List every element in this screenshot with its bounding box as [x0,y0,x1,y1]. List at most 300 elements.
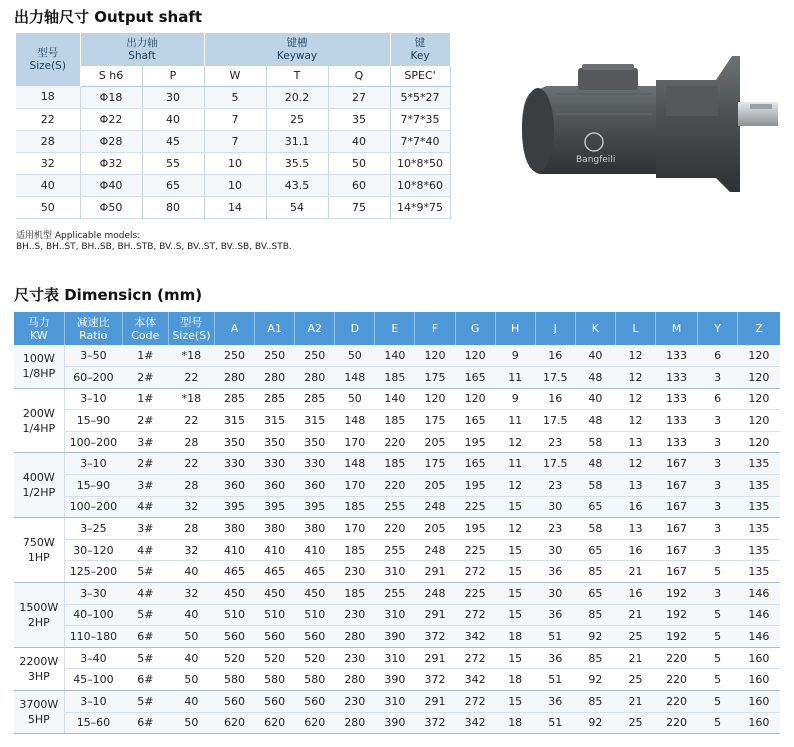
shaft-table-cell: 54 [266,196,328,218]
shaft-table-cell: 7 [204,108,266,130]
dimension-table-cell: 15 [495,691,535,713]
dimension-table-cell: 160 [738,647,780,669]
dimension-table-row [14,539,780,561]
dimension-table-cell: 40 [575,388,615,410]
power-rating-line: 1/4HP [22,421,56,435]
shaft-table-cell: 50 [16,196,80,218]
dimension-table-cell: 110–180 [64,626,122,648]
motor-brand-label: Bangfeili [576,155,616,165]
dimension-table-cell: 580 [255,669,295,691]
shaft-table-cell: 5 [204,86,266,108]
dimension-table-cell: 160 [738,691,780,713]
dimension-table-cell: 36 [535,561,575,583]
dimension-table-cell: 18 [495,669,535,691]
dimension-table-cell: 3 [698,496,738,518]
dimension-table-cell: 3# [122,475,168,497]
dimension-header-line: A [230,322,239,335]
dimension-table-cell: 40 [168,691,214,713]
dimension-table-cell: 11 [495,410,535,432]
dimension-table-cell: 133 [656,367,698,389]
dimension-header-cell [455,312,495,345]
dimension-table-cell: 16 [535,345,575,367]
applicable-models-list: BH..S, BH..ST, BH..SB, BH..STB, BV..S, BV..ST, BV..SB, BV..STB. [16,242,292,252]
dimension-table-cell: 40 [168,604,214,626]
dimension-table-cell: 510 [295,604,335,626]
dimension-table-cell: 12 [615,410,655,432]
dimension-table-cell: 230 [335,647,375,669]
shaft-table-cell: Φ50 [80,196,142,218]
dimension-table-cell: 13 [615,431,655,453]
dimension-header-line: A2 [307,322,322,335]
dimension-table-cell: 58 [575,518,615,540]
dimension-header-line: J [553,322,557,335]
dimension-table-cell: 18 [495,626,535,648]
dimension-table-cell: 140 [375,345,415,367]
dimension-table-cell: 520 [214,647,254,669]
dimension-table-cell: 5 [698,561,738,583]
dimension-table-cell: 185 [335,583,375,605]
dimension-table-cell: 3–10 [64,388,122,410]
dimension-table-cell: 5 [698,626,738,648]
dimension-table-cell: 330 [255,453,295,475]
dimension-table-cell: 15 [495,496,535,518]
shaft-table-row [16,108,450,130]
shaft-header-key-line: Key [410,49,430,62]
shaft-subheader-cell: W [204,66,266,86]
dimension-table-cell: 133 [656,410,698,432]
dimension-table-cell: 560 [295,691,335,713]
dimension-header-cell [214,312,254,345]
power-rating-line: 1/2HP [22,486,56,500]
dimension-table-cell: 12 [615,345,655,367]
dimension-table-cell: 175 [415,367,455,389]
dimension-table-cell: 100–200 [64,496,122,518]
dimension-table-cell: 148 [335,367,375,389]
dimension-table-cell: 165 [455,410,495,432]
dimension-table-row [14,691,780,713]
dimension-table-cell: 12 [615,453,655,475]
dimension-table-cell: 23 [535,475,575,497]
dimension-table-cell: 48 [575,367,615,389]
dimension-table-cell: 195 [455,518,495,540]
dimension-header-cell [335,312,375,345]
power-rating-line: 3HP [27,669,50,683]
dimension-table-cell: 16 [535,388,575,410]
dimension-table-cell: 3 [698,367,738,389]
dimension-header-cell [615,312,655,345]
dimension-header-cell [656,312,698,345]
dimension-table-cell: 192 [656,626,698,648]
dimension-table-cell: 15 [495,604,535,626]
dimension-table-cell: 3# [122,518,168,540]
dimension-table-cell: 21 [615,647,655,669]
shaft-header-size [16,33,80,86]
shaft-table-cell: 40 [16,174,80,196]
dimension-table-cell: 40 [168,647,214,669]
shaft-header-shaft [80,33,204,66]
dimension-table-cell: 21 [615,561,655,583]
dimension-table-cell: 36 [535,691,575,713]
shaft-subheader-cell: Q [328,66,390,86]
dimension-table-cell: 185 [335,539,375,561]
dimension-table-cell: 280 [214,367,254,389]
dimension-table-cell: 85 [575,561,615,583]
dimension-table-cell: 225 [455,496,495,518]
shaft-table-cell: 35 [328,108,390,130]
dimension-table-cell: 58 [575,475,615,497]
power-rating-line: 3700W [19,698,59,712]
dimension-table-row [14,712,780,734]
shaft-table-cell: 55 [142,152,204,174]
dimension-header-cell [295,312,335,345]
dimension-table-cell: 220 [656,647,698,669]
shaft-table-cell: 18 [16,86,80,108]
dimension-table-cell: 291 [415,604,455,626]
dimension-header-cell [375,312,415,345]
dimension-table-cell: 248 [415,539,455,561]
dimension-table-cell: 12 [615,388,655,410]
dimension-table-cell: 32 [168,496,214,518]
power-rating-line: 2HP [27,615,50,629]
dimension-table-cell: 16 [615,583,655,605]
dimension-table-cell: 248 [415,583,455,605]
shaft-table-cell: 25 [266,108,328,130]
dimension-table-cell: 272 [455,691,495,713]
dimension-table-cell: 15 [495,583,535,605]
dimension-table-cell: 272 [455,561,495,583]
dimension-table-cell: 5# [122,604,168,626]
dimension-table-cell: 3–40 [64,647,122,669]
shaft-header-key-line: 键 [414,36,426,49]
dimension-table-cell: 220 [656,669,698,691]
dimension-table-cell: 6# [122,712,168,734]
dimension-table-cell: 11 [495,453,535,475]
dimension-table-cell: *18 [168,388,214,410]
dimension-title: 尺寸表 Dimensicn (mm) [14,286,203,304]
dimension-table-cell: 15–90 [64,410,122,432]
dimension-table-cell: 280 [335,626,375,648]
dimension-table-cell: 360 [214,475,254,497]
dimension-table-cell: 220 [656,712,698,734]
shaft-table-cell: Φ40 [80,174,142,196]
dimension-table-cell: 192 [656,583,698,605]
dimension-table-cell: 65 [575,496,615,518]
dimension-table-cell: 146 [738,626,780,648]
dimension-table-cell: 330 [295,453,335,475]
dimension-table-cell: 36 [535,604,575,626]
shaft-table-cell: 7*7*35 [390,108,450,130]
dimension-table-cell: 5# [122,647,168,669]
dimension-table-cell: 230 [335,604,375,626]
dimension-table-cell: 3 [698,431,738,453]
power-rating-cell [14,518,64,583]
dimension-table-cell: 220 [375,475,415,497]
dimension-header-cell [64,312,122,345]
dimension-table-cell: 16 [615,539,655,561]
shaft-table-cell: 22 [16,108,80,130]
shaft-table-cell: 40 [142,108,204,130]
shaft-subheader-row [16,66,450,86]
dimension-table-cell: 11 [495,367,535,389]
dimension-table-cell: 250 [214,345,254,367]
dimension-header-line: Size(S) [172,328,211,342]
dimension-table-cell: 170 [335,431,375,453]
dimension-table-row [14,431,780,453]
dimension-table-cell: 560 [214,691,254,713]
dimension-table-cell: 4# [122,583,168,605]
dimension-table-cell: 510 [255,604,295,626]
dimension-table-cell: 3# [122,431,168,453]
shaft-header-shaft-line: 出力轴 [126,36,158,49]
shaft-table-row [16,86,450,108]
dimension-table-cell: 148 [335,453,375,475]
dimension-header-cell [14,312,64,345]
shaft-table-cell: 14*9*75 [390,196,450,218]
dimension-table-row [14,367,780,389]
dimension-table-cell: 25 [615,712,655,734]
dimension-table-cell: 160 [738,669,780,691]
dimension-table-cell: 342 [455,626,495,648]
dimension-header-line: Ratio [79,328,108,342]
dimension-table-cell: 133 [656,388,698,410]
dimension-table-cell: 255 [375,583,415,605]
dimension-header-line: Y [714,322,722,335]
dimension-table-cell: 58 [575,431,615,453]
dimension-table-cell: 5 [698,669,738,691]
dimension-table-cell: 140 [375,388,415,410]
dimension-table-cell: 250 [295,345,335,367]
dimension-table-cell: 280 [335,712,375,734]
dimension-table-cell: 450 [255,583,295,605]
dimension-header-line: 减速比 [76,315,110,329]
power-rating-cell [14,345,64,388]
dimension-table-cell: 23 [535,518,575,540]
dimension-header-line: Code [131,328,160,342]
shaft-table-cell: 75 [328,196,390,218]
dimension-table-cell: 85 [575,647,615,669]
dimension-table-cell: 255 [375,496,415,518]
output-shaft-title: 出力轴尺寸 Output shaft [14,8,203,26]
dimension-table-cell: 620 [214,712,254,734]
dimension-table-cell: 4# [122,496,168,518]
dimension-table-cell: 9 [495,345,535,367]
dimension-header-line: E [391,322,399,335]
dimension-header-line: KW [29,328,48,342]
dimension-table-cell: 230 [335,691,375,713]
dimension-table-cell: 310 [375,647,415,669]
shaft-table-cell: Φ22 [80,108,142,130]
dimension-table-cell: 167 [656,453,698,475]
dimension-table-cell: 395 [255,496,295,518]
dimension-table-cell: 380 [295,518,335,540]
shaft-table-cell: 7 [204,130,266,152]
dimension-table-cell: 315 [255,410,295,432]
dimension-table-cell: 45–100 [64,669,122,691]
dimension-table-cell: 310 [375,561,415,583]
shaft-table-cell: 45 [142,130,204,152]
shaft-header-shaft-line: Shaft [128,49,156,62]
dimension-table-cell: 315 [295,410,335,432]
dimension-table-row [14,561,780,583]
shaft-table-cell: 80 [142,196,204,218]
dimension-header-line: 型号 [180,315,203,329]
dimension-table-cell: 85 [575,691,615,713]
dimension-table-cell: 1# [122,388,168,410]
power-rating-line: 5HP [27,713,50,727]
power-rating-cell [14,691,64,734]
dimension-table-cell: 185 [375,367,415,389]
dimension-table-row [14,669,780,691]
dimension-header-cell [122,312,168,345]
dimension-table-cell: 50 [335,345,375,367]
dimension-table-cell: 410 [255,539,295,561]
dimension-table-cell: 1# [122,345,168,367]
dimension-table-cell: 185 [375,453,415,475]
dimension-table-cell: 410 [295,539,335,561]
dimension-header-row [14,312,780,345]
dimension-table-cell: 620 [295,712,335,734]
shaft-table-row [16,152,450,174]
applicable-models-label: 适用机型 Applicable models: [16,231,141,241]
shaft-header-key [390,33,450,66]
dimension-table-cell: 12 [495,518,535,540]
dimension-table-cell: 17.5 [535,367,575,389]
shaft-table-cell: 31.1 [266,130,328,152]
dimension-table-cell: 50 [168,669,214,691]
dimension-header-cell [738,312,780,345]
dimension-table-cell: 360 [295,475,335,497]
shaft-header-keyway [204,33,390,66]
dimension-table-cell: 146 [738,583,780,605]
dimension-table-cell: 120 [738,410,780,432]
dimension-table-cell: 285 [295,388,335,410]
dimension-table-cell: *18 [168,345,214,367]
dimension-table-cell: 272 [455,604,495,626]
dimension-table-cell: 167 [656,561,698,583]
dimension-table-cell: 280 [295,367,335,389]
dimension-table-cell: 342 [455,669,495,691]
dimension-table-cell: 25 [615,626,655,648]
dimension-table-row [14,388,780,410]
dimension-table-cell: 350 [295,431,335,453]
dimension-table-cell: 3–10 [64,453,122,475]
dimension-table-cell: 560 [295,626,335,648]
dimension-table-cell: 3 [698,583,738,605]
dimension-header-line: Z [755,322,763,335]
dimension-header-cell [495,312,535,345]
dimension-table-cell: 51 [535,669,575,691]
dimension-table-cell: 285 [255,388,295,410]
dimension-table-cell: 175 [415,453,455,475]
applicable-models [16,231,292,253]
power-rating-cell [14,388,64,453]
dimension-table-cell: 330 [214,453,254,475]
power-rating-line: 750W [22,536,55,550]
dimension-table-cell: 15 [495,647,535,669]
dimension-table-cell: 135 [738,453,780,475]
dimension-table-cell: 450 [295,583,335,605]
dimension-table-cell: 21 [615,691,655,713]
dimension-table-cell: 465 [214,561,254,583]
dimension-table-cell: 3–30 [64,583,122,605]
gear-motor-image [516,50,784,196]
dimension-table-cell: 23 [535,431,575,453]
dimension-table-cell: 25 [615,669,655,691]
dimension-table-cell: 380 [255,518,295,540]
shaft-table-cell: 32 [16,152,80,174]
dimension-table-cell: 48 [575,410,615,432]
dimension-table-cell: 560 [255,691,295,713]
dimension-table-cell: 5 [698,647,738,669]
power-rating-line: 400W [22,471,55,485]
dimension-table-cell: 120 [455,345,495,367]
shaft-table-cell: 7*7*40 [390,130,450,152]
dimension-table-cell: 225 [455,583,495,605]
dimension-table-cell: 22 [168,367,214,389]
dimension-table-cell: 6 [698,388,738,410]
dimension-table-cell: 51 [535,712,575,734]
dimension-table-cell: 16 [615,496,655,518]
dimension-table-cell: 6# [122,626,168,648]
shaft-table-row [16,130,450,152]
dimension-table-cell: 175 [415,410,455,432]
dimension-table-cell: 465 [295,561,335,583]
power-rating-line: 200W [22,406,55,420]
dimension-table-cell: 520 [255,647,295,669]
dimension-table-cell: 50 [168,626,214,648]
dimension-header-cell [698,312,738,345]
dimension-table-cell: 160 [738,712,780,734]
output-shaft-table [16,33,451,219]
dimension-table-cell: 580 [214,669,254,691]
dimension-table-cell: 18 [495,712,535,734]
power-rating-cell [14,647,64,690]
dimension-table-cell: 280 [255,367,295,389]
power-rating-line: 1/8HP [22,367,56,381]
dimension-table-row [14,626,780,648]
dimension-table-cell: 135 [738,561,780,583]
dimension-table-cell: 165 [455,453,495,475]
dimension-table-cell: 135 [738,475,780,497]
dimension-table-cell: 135 [738,518,780,540]
dimension-table-cell: 220 [656,691,698,713]
dimension-table-row [14,410,780,432]
shaft-header-size-line: 型号 [37,46,59,59]
dimension-table-cell: 205 [415,475,455,497]
dimension-header-line: K [591,322,599,335]
dimension-table-cell: 50 [168,712,214,734]
dimension-table-cell: 395 [295,496,335,518]
dimension-table-cell: 60–200 [64,367,122,389]
dimension-table-cell: 65 [575,583,615,605]
dimension-table-cell: 148 [335,410,375,432]
dimension-table-cell: 28 [168,431,214,453]
dimension-table-cell: 225 [455,539,495,561]
dimension-table-cell: 390 [375,712,415,734]
dimension-table-row [14,496,780,518]
dimension-header-line: G [470,322,480,335]
shaft-table-cell: Φ28 [80,130,142,152]
shaft-table-cell: 43.5 [266,174,328,196]
dimension-table-cell: 135 [738,539,780,561]
dimension-table-cell: 21 [615,604,655,626]
dimension-table-cell: 135 [738,496,780,518]
dimension-table-cell: 120 [415,388,455,410]
dimension-table-cell: 255 [375,539,415,561]
dimension-header-line: F [431,322,439,335]
dimension-table-cell: 146 [738,604,780,626]
dimension-table-cell: 50 [335,388,375,410]
